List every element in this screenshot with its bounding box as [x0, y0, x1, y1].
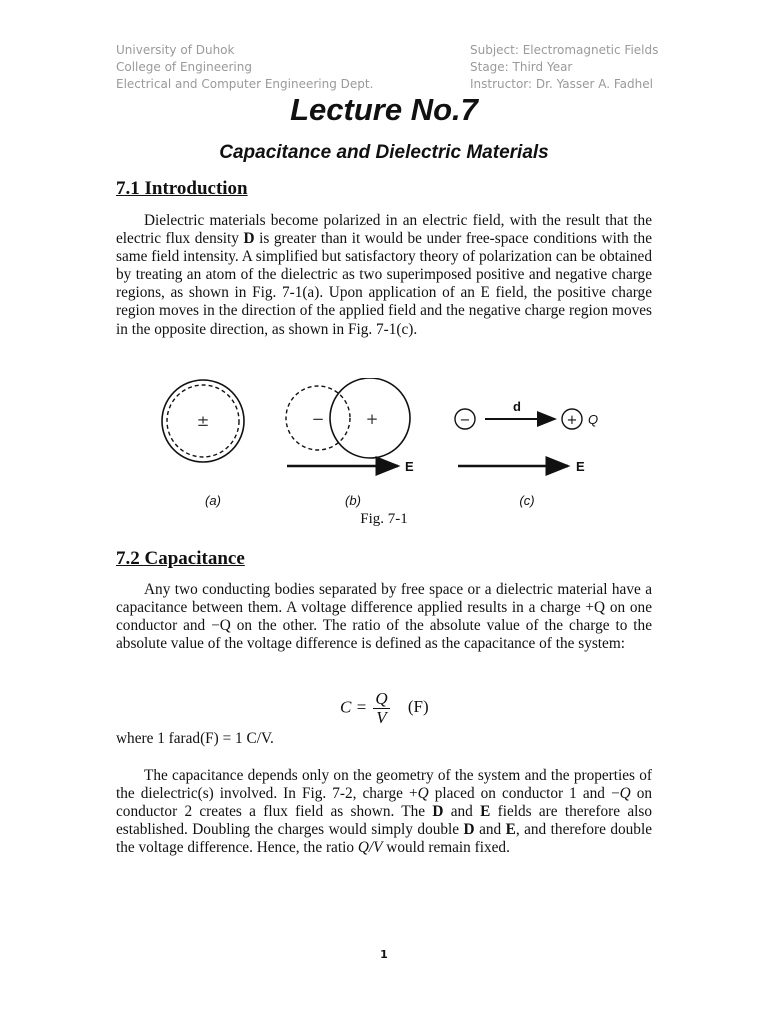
d-label: d	[513, 399, 521, 414]
plus-minus-sign: ±	[196, 412, 210, 430]
subject-line: Subject: Electromagnetic Fields	[470, 43, 659, 57]
plus-sign: +	[365, 410, 379, 428]
minus-sign: −	[311, 410, 325, 428]
label-b: (b)	[345, 493, 361, 508]
formula-denominator: V	[376, 708, 387, 727]
lecture-title: Lecture No.7	[290, 92, 478, 127]
label-c: (c)	[519, 493, 535, 508]
university-name: University of Duhok	[116, 43, 235, 57]
capacitance-paragraph-2: The capacitance depends only on the geometry of the system and the properties of the dielectric(s) involved. In Fig. 7-2, charge +Q placed on conductor 1 and −Q on conductor 2 creates a flux field as shown. The D and E fields are therefore also established. Doubling the charges would simply double D and E, and therefore double the voltage difference. Hence, the ratio Q/V would remain fixed.	[116, 767, 653, 857]
figure-caption: Fig. 7-1	[360, 511, 408, 527]
stage-line: Stage: Third Year	[470, 60, 573, 74]
introduction-paragraph: Dielectric materials become polarized in an electric field, with the result that the electric flux density D is greater than it would be under free-space conditions with the same field intensity. A simplified but satisfactory theory of polarization can be obtained by treating an atom of the dielectric as two superimposed positive and negative charge regions, as shown in Fig. 7-1(a). Upon application of an E field, the positive charge region moves in the direction of the applied field and the negative charge region moves in the opposite direction, as shown in Fig. 7-1(c).	[116, 212, 652, 338]
header-left	[116, 42, 373, 93]
q-label: Q	[588, 412, 599, 427]
formula-fraction	[373, 690, 389, 727]
figure-part-b	[286, 378, 414, 508]
lecture-subtitle: Capacitance and Dielectric Materials	[219, 142, 549, 163]
section-heading-introduction: 7.1 Introduction	[116, 178, 248, 199]
figure-7-1	[160, 378, 610, 514]
college-name: College of Engineering	[116, 60, 252, 74]
farad-definition: where 1 farad(F) = 1 C/V.	[116, 730, 274, 747]
capacitance-paragraph-1: Any two conducting bodies separated by free space or a dielectric material have a capacitance between them. A voltage difference applied results in a charge +Q on one conductor and −Q on the other. The ratio of the absolute value of the charge to the absolute value of the voltage difference is defined as the capacitance of the system:	[116, 581, 652, 653]
formula-numerator: Q	[375, 689, 388, 708]
e-label-c: E	[576, 459, 585, 474]
label-a: (a)	[205, 493, 221, 508]
figure-part-a	[162, 380, 244, 508]
instructor-line: Instructor: Dr. Yasser A. Fadhel	[470, 77, 653, 91]
e-label-b: E	[405, 459, 414, 474]
page-number: 1	[380, 948, 388, 961]
header-right	[470, 42, 658, 93]
positive-charge-sign: +	[566, 413, 578, 428]
section-heading-capacitance: 7.2 Capacitance	[116, 548, 245, 569]
negative-charge-sign: −	[459, 413, 471, 428]
capacitance-formula	[340, 690, 429, 727]
figure-part-c	[455, 399, 598, 508]
department-name: Electrical and Computer Engineering Dept.	[116, 77, 374, 91]
formula-lhs: C =	[340, 697, 368, 717]
formula-unit: (F)	[407, 697, 429, 717]
